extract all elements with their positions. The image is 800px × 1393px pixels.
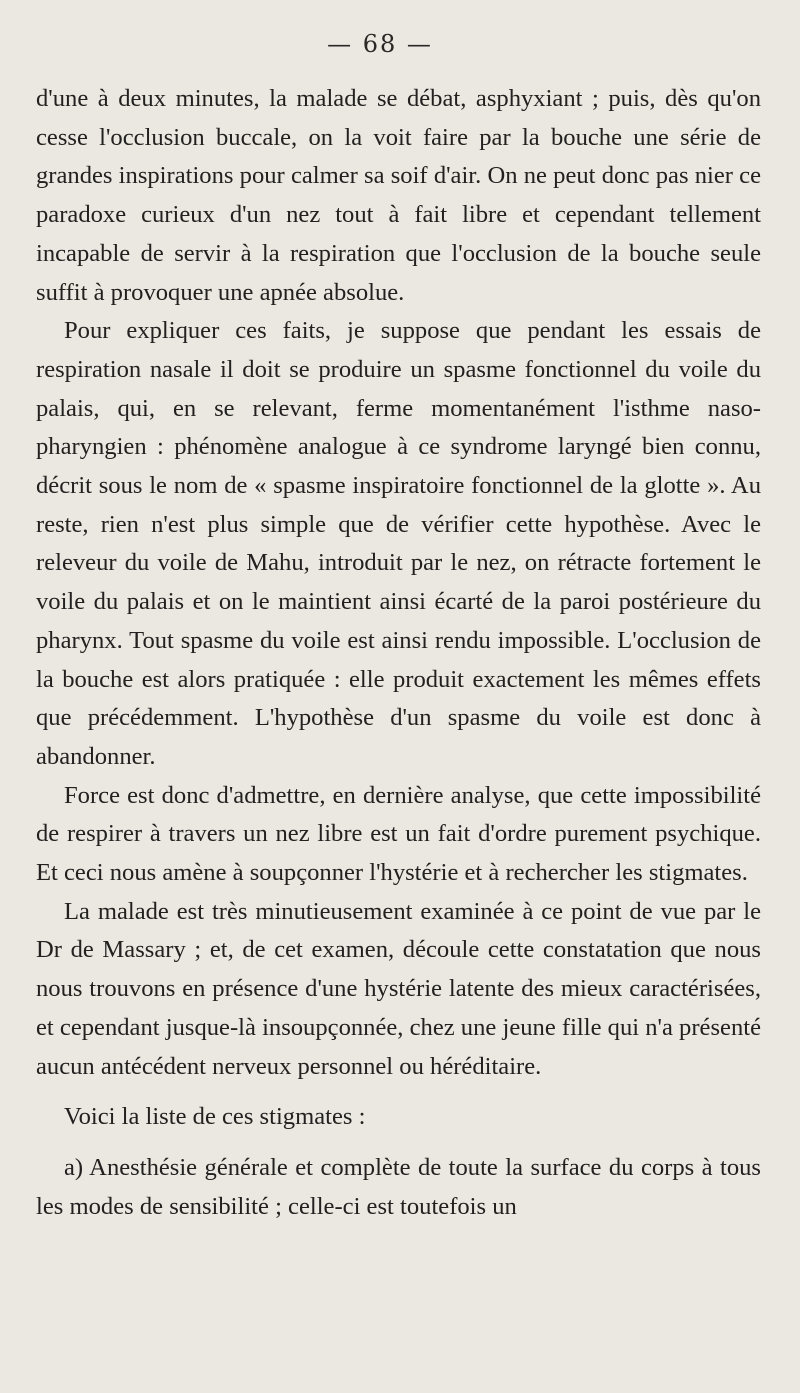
body-text — [36, 80, 761, 1226]
list-item-a: a) Anesthésie générale et complète de toute la surface du corps à tous les modes de sensibilité ; celle-ci est toutefois un — [36, 1153, 761, 1220]
paragraph-hysteria-exam: La malade est très minutieusement examinée à ce point de vue par le Dr de Massary ; et, de cet examen, découle cette constatation que nous nous trouvons en présence d'une hystérie latente des mieux caractérisées, et cependant jusque-là insoupçonnée, chez une jeune fille qui n'a présenté aucun antécédent nerveux personnel ou héréditaire. — [36, 897, 761, 1080]
paragraph-spasm-hypothesis: Pour expliquer ces faits, je suppose que pendant les essais de respiration nasale il doit se produire un spasme fonctionnel du voile du palais, qui, en se relevant, ferme momentanément l'isthme naso-pharyngien : phénomène analogue à ce syndrome laryngé bien connu, décrit sous le nom de « spasme inspiratoire fonctionnel de la glotte ». Au reste, rien n'est plus simple que de vérifier cette hypothèse. Avec le releveur du voile de Mahu, introduit par le nez, on rétracte fortement le voile du palais et on le maintient ainsi écarté de la paroi postérieure du pharynx. Tout spasme du voile est ainsi rendu impossible. L'occlusion de la bouche est alors pratiquée : elle produit exactement les mêmes effets que précédemment. L'hypothèse d'un spasme du voile est donc à abandonner. — [36, 317, 761, 770]
page-number: — 68 — — [327, 30, 433, 58]
paragraph-psychic-origin: Force est donc d'admettre, en dernière analyse, que cette impossibilité de respirer à travers un nez libre est un fait d'ordre purement psychique. Et ceci nous amène à soupçonner l'hystérie et à rechercher les stigmates. — [36, 781, 761, 887]
paragraph-stigmata-intro: Voici la liste de ces stigmates : — [64, 1103, 366, 1131]
paragraph-continuation: d'une à deux minutes, la malade se débat, asphyxiant ; puis, dès qu'on cesse l'occlusion buccale, on la voit faire par la bouche une série de grandes inspirations pour calmer sa soif d'air. On ne peut donc pas nier ce paradoxe curieux d'un nez tout à fait libre et cependant tellement incapable de servir à la respiration que l'occlusion de la bouche seule suffit à provoquer une apnée absolue. — [36, 85, 761, 306]
